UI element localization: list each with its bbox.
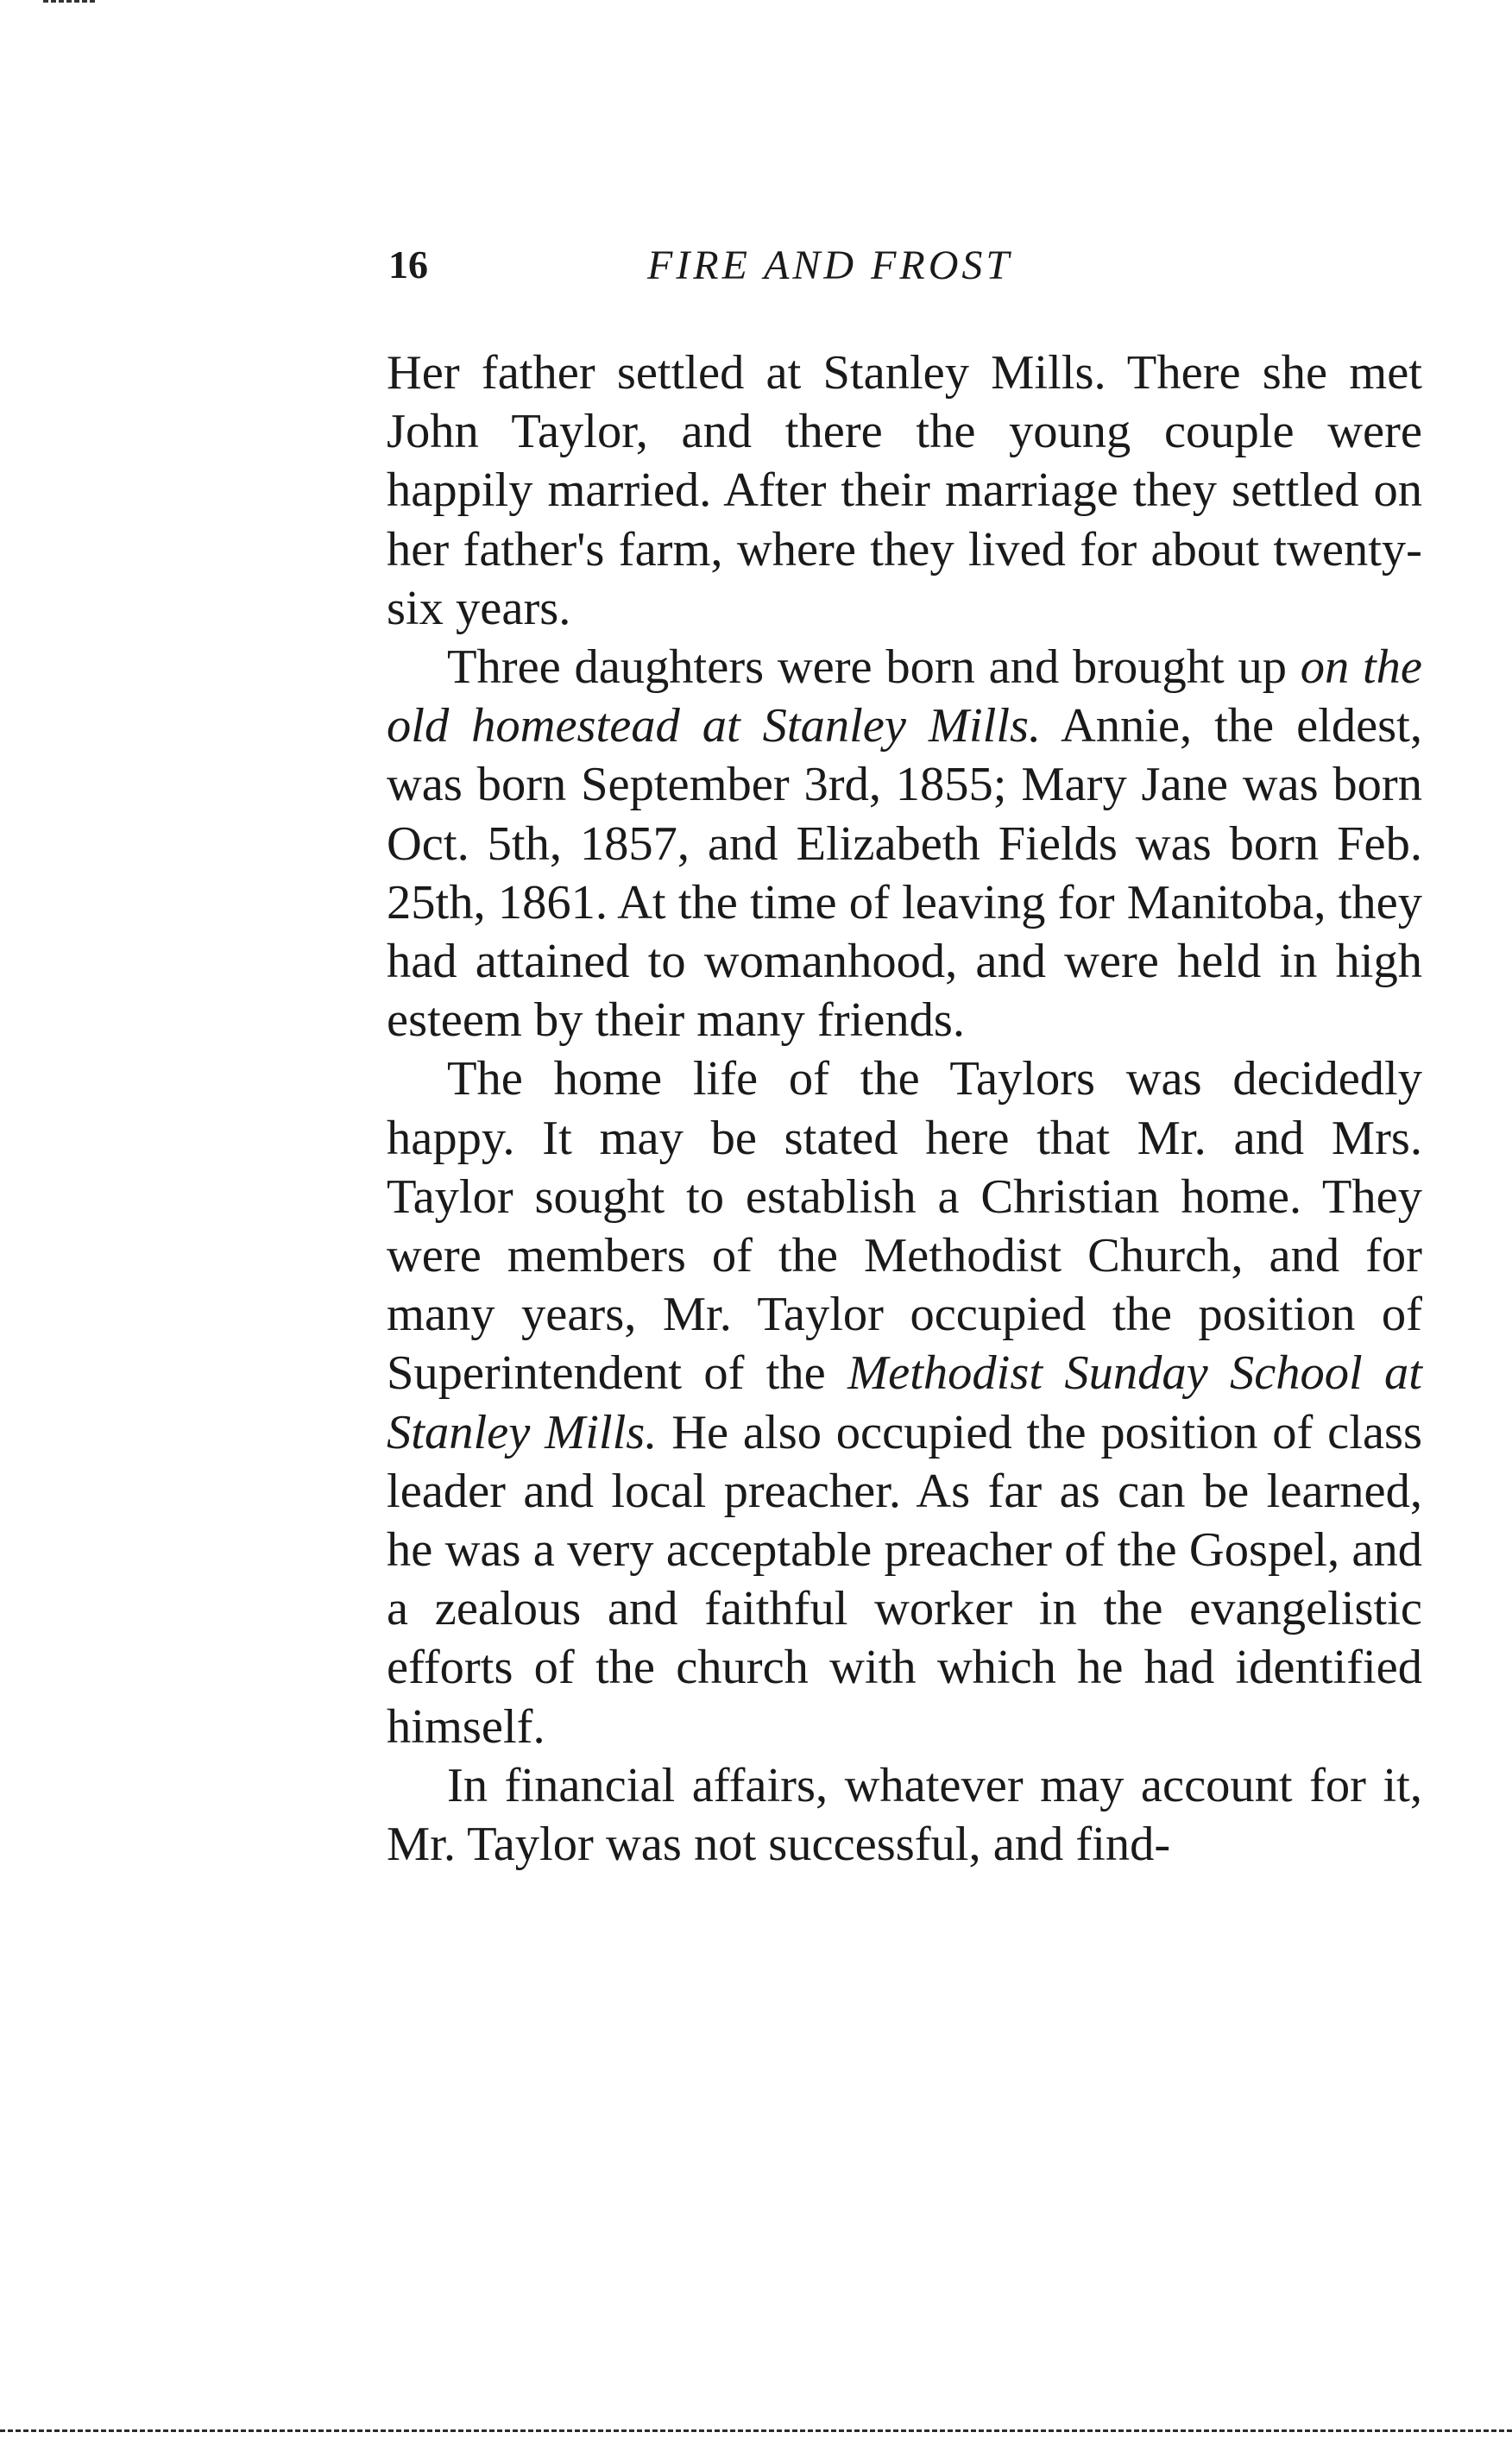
paragraph-2-italic: on the old homestead at Stanley Mills. [387, 640, 1422, 753]
paragraph-2 [387, 638, 1422, 1049]
paragraph-4: In financial affairs, whatever may account for it, Mr. Taylor was not successful, and find- [387, 1758, 1422, 1872]
paragraph-3-text-b: He also occupied the position of class leader and local preacher. As far as can be learned, he was a very acceptable preacher of the Gospel, and a zealous and faithful worker in the evangelistic efforts of the church with which he had identified himself. [387, 1405, 1422, 1754]
page-number: 16 [388, 243, 428, 287]
paragraph-2-text-a: Three daughters were born and brought up [447, 640, 1301, 695]
running-header [388, 233, 1424, 311]
paragraph-1: Her father settled at Stanley Mills. There she met John Taylor, and there the young couple were happily married. After their marriage they settled on her father's farm, where they lived for about twenty-six years. [387, 346, 1422, 635]
running-title: FIRE AND FROST [647, 243, 1013, 288]
scan-bottom-edge [0, 2429, 1512, 2432]
paragraph-2-text-b: Annie, the eldest, was born September 3rd, 1855; Mary Jane was born Oct. 5th, 1857, and Elizabeth Fields was born Feb. 25th, 1861. At the time of leaving for Manitoba, they had attained to womanhood, and were held in high esteem by their many friends. [387, 699, 1422, 1048]
paragraph-3-text-a: The home life of the Taylors was decidedly happy. It may be stated here that Mr. and Mrs. Taylor sought to establish a Christian home. They were members of the Methodist Church, and for many years, Mr. Taylor occupied the position of Superintendent of the [387, 1052, 1422, 1401]
scan-edge-mark [43, 0, 95, 9]
paragraph-3 [387, 1049, 1422, 1755]
paragraph-3-italic: Methodist Sunday School at Stanley Mills. [387, 1346, 1422, 1459]
body-text [387, 343, 1422, 1874]
